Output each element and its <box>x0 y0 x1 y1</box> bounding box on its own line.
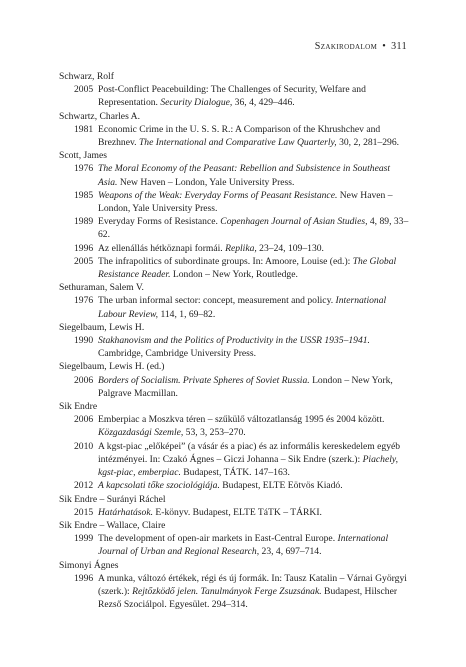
citation-text: Everyday Forms of Resistance. <box>98 216 221 228</box>
italic-title: Piachely, kgst-piac, emberpiac. <box>98 453 398 479</box>
italic-title: Copenhagen Journal of Asian Studies, <box>220 216 368 228</box>
italic-title: Határhatások. <box>98 506 153 518</box>
italic-title: Rejtőzködő jelen. Tanulmányok Ferge Zsuzsának. <box>132 585 322 597</box>
citation-text: 30, 2, 281–296. <box>336 137 400 149</box>
publication-year: 2012 <box>74 480 94 492</box>
citation-text: 23–24, 109–130. <box>256 242 324 254</box>
author-name: Schwarz, Rolf <box>59 71 114 82</box>
publication-year: 1981 <box>74 123 94 135</box>
publication-year: 1996 <box>74 242 94 254</box>
citation-text: The infrapolitics of subordinate groups. In: Amoore, Louise (ed.): <box>98 255 353 267</box>
author-name: Siegelbaum, Lewis H. (ed.) <box>59 361 165 373</box>
italic-title: Stakhanovism and the Politics of Productivity in the USSR 1935–1941. <box>98 335 370 347</box>
citation-text: 53, 3, 253–270. <box>183 427 246 439</box>
italic-title: Security Dialogue, <box>160 97 233 109</box>
page-number: 311 <box>391 41 407 52</box>
bibliography-entry <box>59 532 411 558</box>
citation-text: The urban informal sector: concept, measurement and policy. <box>98 295 336 307</box>
italic-title: International Journal of Urban and Regional Research, <box>98 533 389 558</box>
citation-text: The development of open-air markets in East-Central Europe. <box>98 533 338 545</box>
italic-title: A kapcsolati tőke szociológiája. <box>98 480 220 492</box>
citation-text: Budapest, ELTE Eötvös Kiadó. <box>219 480 343 492</box>
citation-text: A munka, változó értékek, régi és új formák. In: Tausz Katalin – Várnai Györgyi (szerk.): <box>98 572 407 597</box>
author-name: Sik Endre <box>59 401 98 413</box>
citation-text: Az ellenállás hétköznapi formái. <box>98 242 226 254</box>
publication-year: 2005 <box>74 84 94 96</box>
publication-year: 1985 <box>74 189 94 201</box>
publication-year: 2010 <box>74 440 94 452</box>
publication-year: 1976 <box>74 295 94 307</box>
author-name: Sik Endre – Wallace, Claire <box>59 519 166 531</box>
italic-title: The Global Resistance Reader. <box>98 255 397 281</box>
author-name: Simonyi Ágnes <box>59 559 119 571</box>
author-name: Sethuraman, Salem V. <box>59 282 144 294</box>
italic-title: The International and Comparative Law Quarterly, <box>138 137 337 149</box>
italic-title: International Labour Review, <box>98 295 387 320</box>
bibliography-entry <box>59 83 411 109</box>
publication-year: 2006 <box>74 414 94 426</box>
bibliography-entry <box>59 572 411 612</box>
header-separator: • <box>382 41 387 52</box>
italic-title: Borders of Socialism. Private Spheres of Soviet Russia. <box>98 374 310 386</box>
publication-year: 1976 <box>74 163 94 175</box>
bibliography-entry <box>59 162 411 188</box>
citation-text: New Haven – London, Yale University Press. <box>98 189 393 215</box>
bibliography-entry <box>59 413 411 439</box>
bibliography-entry <box>59 215 411 241</box>
citation-text: 4, 89, 33–62. <box>98 216 409 241</box>
citation-text: 114, 1, 69–82. <box>158 308 216 320</box>
citation-text: Budapest, TÁTK. 147–163. <box>180 467 290 479</box>
citation-text: 23, 4, 697–714. <box>259 546 322 558</box>
author-name: Sik Endre – Surányi Ráchel <box>59 493 166 505</box>
author-name: Schwartz, Charles A. <box>59 110 140 122</box>
publication-year: 1990 <box>74 335 94 347</box>
italic-title: The Moral Economy of the Peasant: Rebellion and Subsistence in Southeast Asia. <box>98 163 391 188</box>
italic-title: Replika, <box>225 242 257 254</box>
bibliography-entry <box>59 189 411 215</box>
section-title: Szakirodalom <box>314 41 378 52</box>
bibliography-entry <box>59 294 411 320</box>
citation-text: Budapest, Hilscher Rezső Szociálpol. Egyesület. 294–314. <box>98 585 398 611</box>
publication-year: 2006 <box>74 374 94 386</box>
publication-year: 1989 <box>74 216 94 228</box>
running-header <box>315 40 407 53</box>
citation-text: London – New York, Palgrave Macmillan. <box>98 374 393 399</box>
citation-text: Post-Conflict Peacebuilding: The Challenges of Security, Welfare and Representation. <box>98 84 366 109</box>
italic-title: Közgazdasági Szemle, <box>98 427 184 439</box>
bibliography-entry <box>59 506 411 519</box>
italic-title: Weapons of the Weak: Everyday Forms of Peasant Resistance. <box>98 189 338 201</box>
bibliography-list <box>59 70 411 611</box>
publication-year: 2015 <box>74 506 94 518</box>
bibliography-entry <box>59 334 411 360</box>
bibliography-entry <box>59 479 411 492</box>
author-name: Siegelbaum, Lewis H. <box>59 321 145 333</box>
citation-text: Emberpiac a Moszkva téren – szűkülő változatlanság 1995 és 2004 között. <box>98 414 385 426</box>
citation-text: A kgst-piac „előképei” (a vásár és a piac) és az informális kereskedelem egyéb intézményei. In: Czakó Ágnes – Giczi Johanna – Sik Endre (szerk.): <box>98 440 401 465</box>
bibliography-entry <box>59 440 411 480</box>
publication-year: 1999 <box>74 533 94 545</box>
citation-text: London – New York, Routledge. <box>170 269 298 281</box>
author-name: Scott, James <box>59 150 107 162</box>
bibliography-entry <box>59 242 411 255</box>
publication-year: 2005 <box>74 255 94 267</box>
citation-text: Economic Crime in the U. S. S. R.: A Comparison of the Khrushchev and Brezhnev. <box>98 123 381 149</box>
bibliography-entry <box>59 374 411 400</box>
citation-text: E-könyv. Budapest, ELTE TáTK – TÁRKI. <box>153 506 322 518</box>
citation-text: Cambridge, Cambridge University Press. <box>98 348 257 360</box>
citation-text: New Haven – London, Yale University Press. <box>117 176 295 188</box>
bibliography-entry <box>59 123 411 149</box>
bibliography-entry <box>59 255 411 281</box>
publication-year: 1996 <box>74 572 94 584</box>
citation-text: 36, 4, 429–446. <box>232 97 295 109</box>
